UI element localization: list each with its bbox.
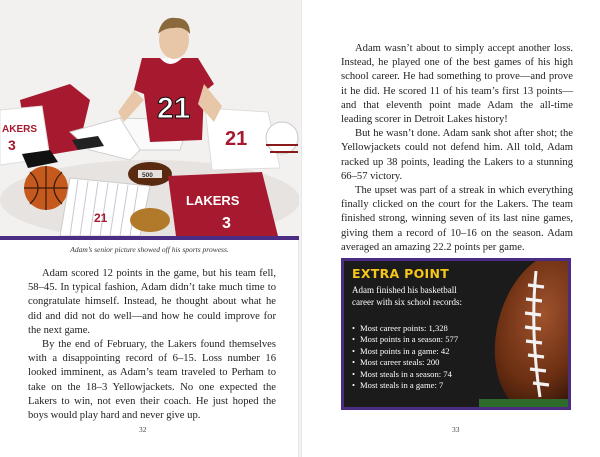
jersey-letters: LAKERS <box>186 193 240 208</box>
jersey-small-number: 3 <box>222 215 231 232</box>
paragraph: By the end of February, the Lakers found themselves with a disappointing record of 6–15. Loss number 16 looked imminent, as Adam’s team traveled to Perham to take on the 18–3 Yellowjackets. No one expected the Lakers to win, not even their coach. He just hoped the boys would play hard and never give up. <box>28 339 276 422</box>
records-list <box>352 323 458 391</box>
list-item: • Most points in a game: 42 <box>352 346 458 357</box>
page-number: 33 <box>452 425 460 434</box>
list-item: • Most points in a season: 577 <box>352 334 458 345</box>
svg-text:21: 21 <box>225 128 248 150</box>
sidebar-title: EXTRA POINT <box>352 266 450 281</box>
list-item: • Most career points: 1,328 <box>352 323 458 334</box>
list-item: • Most steals in a season: 74 <box>352 369 458 380</box>
svg-text:AKERS: AKERS <box>2 124 38 135</box>
svg-text:21: 21 <box>94 211 108 225</box>
jersey-number: 21 <box>157 92 191 125</box>
sidebar-intro: Adam finished his basketball career with six school records: <box>352 285 462 307</box>
right-page <box>301 0 600 457</box>
left-page <box>0 0 299 457</box>
left-body-text <box>28 267 276 423</box>
right-body-text <box>341 42 573 255</box>
extra-point-sidebar <box>341 258 571 410</box>
svg-text:3: 3 <box>8 137 16 153</box>
photo-accent-bar <box>0 236 299 240</box>
paragraph: Adam scored 12 points in the game, but his team fell, 58–45. In typical fashion, Adam didn’t take much time to congratulate himself. Instead, he thought about what he did and did not do well—and how he could improve for the next game. <box>28 268 276 336</box>
senior-photo <box>0 0 299 236</box>
football-number: 500 <box>142 172 153 179</box>
paragraph: But he wasn’t done. Adam sank shot after shot; the Yellowjackets could not defend him. All told, Adam racked up 38 points, leading the Lakers to a stunning 66–57 victory. <box>341 128 573 182</box>
list-item: • Most steals in a game: 7 <box>352 380 458 391</box>
photo-caption: Adam’s senior picture showed off his sports prowess. <box>70 245 229 254</box>
paragraph: The upset was part of a streak in which everything finally clicked on the court for the Lakers. The team finished strong, winning seven of its last nine games, giving them a record of 10–16 on the season. Adam averaged an amazing 22.2 points per game. <box>341 185 573 253</box>
page-number: 32 <box>139 425 147 434</box>
list-item: • Most career steals: 200 <box>352 357 458 368</box>
sidebar-panel <box>344 261 568 407</box>
paragraph: Adam wasn’t about to simply accept another loss. Instead, he played one of the best games of his high school career. He had something to prove—and prove it he did. He scored 11 of his team’s first 13 points—and that eleventh point made Adam the all-time leading scorer in Detroit Lakes history! <box>341 43 573 126</box>
